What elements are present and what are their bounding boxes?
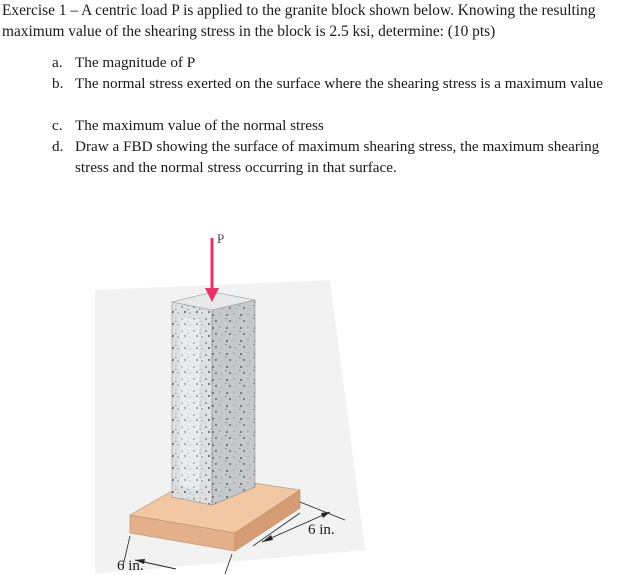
part-b-text: The normal stress exerted on the surface where the shearing stress is a maximum value [75,75,604,92]
load-label: P [217,231,225,246]
part-d-letter: d. [52,138,64,155]
part-c-text: The maximum value of the normal stress [75,117,324,134]
part-c [0,115,625,136]
part-d [0,136,625,178]
part-a-letter: a. [52,54,63,71]
part-a-text: The magnitude of P [75,54,196,71]
part-b [0,73,625,115]
block-right-face [212,300,255,505]
part-b-letter: b. [52,75,64,92]
part-c-letter: c. [52,117,63,134]
figure-drawing [0,220,625,574]
part-d-text: Draw a FBD showing the surface of maximum shearing stress, the maximum shearing stress and the normal stress occurring in that surface. [75,138,600,176]
dim-left-label: 6 in. [117,558,144,574]
part-a [0,52,625,73]
granite-block-figure [0,220,625,574]
question-parts [0,52,625,178]
exercise-intro: Exercise 1 – A centric load P is applied to the granite block shown below. Knowing the resulting maximum value of the shearing stress in the block is 2.5 ksi, determine: (10 pts) [2,2,596,40]
dim-right-label: 6 in. [308,522,335,538]
